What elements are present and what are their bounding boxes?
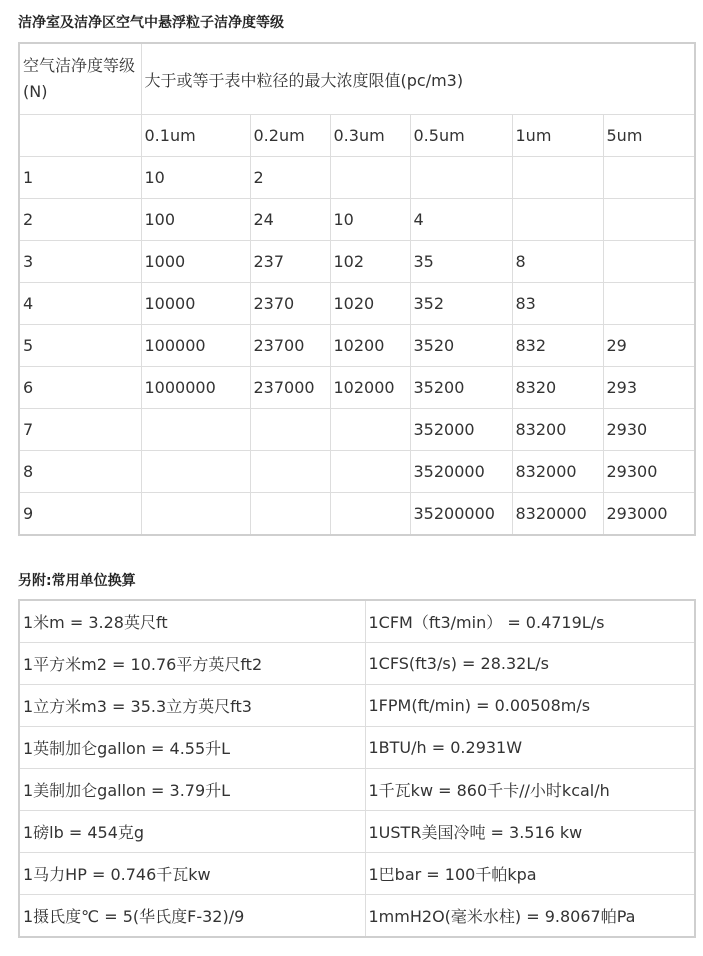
particle-size-cell: 5um bbox=[603, 115, 695, 157]
conversion-row bbox=[19, 895, 695, 938]
conversion-cell: 1巴bar = 100千帕kpa bbox=[365, 853, 695, 895]
value-cell: 1000000 bbox=[141, 367, 250, 409]
class-cell: 8 bbox=[19, 451, 141, 493]
conversion-row bbox=[19, 811, 695, 853]
conversion-cell: 1摄氏度℃ = 5(华氏度F-32)/9 bbox=[19, 895, 365, 938]
cleanroom-section-heading: 洁净室及洁净区空气中悬浮粒子洁净度等级 bbox=[18, 15, 284, 31]
value-cell: 8320000 bbox=[512, 493, 603, 536]
value-cell: 2930 bbox=[603, 409, 695, 451]
value-cell: 293 bbox=[603, 367, 695, 409]
conversion-row bbox=[19, 727, 695, 769]
value-cell bbox=[603, 199, 695, 241]
value-cell: 2370 bbox=[250, 283, 330, 325]
conversion-row bbox=[19, 685, 695, 727]
value-cell bbox=[141, 451, 250, 493]
value-cell: 10200 bbox=[330, 325, 410, 367]
particle-size-cell: 0.1um bbox=[141, 115, 250, 157]
conversion-cell: 1美制加仑gallon = 3.79升L bbox=[19, 769, 365, 811]
class-cell: 3 bbox=[19, 241, 141, 283]
value-cell bbox=[250, 409, 330, 451]
value-cell bbox=[330, 157, 410, 199]
concentration-limit-header: 大于或等于表中粒径的最大浓度限值(pc/m3) bbox=[141, 43, 695, 115]
value-cell: 8320 bbox=[512, 367, 603, 409]
value-cell: 10000 bbox=[141, 283, 250, 325]
value-cell bbox=[141, 493, 250, 536]
class-cell: 7 bbox=[19, 409, 141, 451]
cleanliness-class-table bbox=[18, 42, 696, 536]
conversion-cell: 1平方米m2 = 10.76平方英尺ft2 bbox=[19, 643, 365, 685]
value-cell: 24 bbox=[250, 199, 330, 241]
conversion-cell: 1米m = 3.28英尺ft bbox=[19, 600, 365, 643]
value-cell: 2 bbox=[250, 157, 330, 199]
table-row bbox=[19, 367, 695, 409]
value-cell bbox=[250, 493, 330, 536]
value-cell: 1000 bbox=[141, 241, 250, 283]
value-cell bbox=[410, 157, 512, 199]
table-row bbox=[19, 451, 695, 493]
table-row bbox=[19, 409, 695, 451]
value-cell: 237 bbox=[250, 241, 330, 283]
conversion-cell: 1mmH2O(毫米水柱) = 9.8067帕Pa bbox=[365, 895, 695, 938]
value-cell: 102 bbox=[330, 241, 410, 283]
conversion-row bbox=[19, 853, 695, 895]
value-cell: 3520 bbox=[410, 325, 512, 367]
conversion-cell: 1立方米m3 = 35.3立方英尺ft3 bbox=[19, 685, 365, 727]
value-cell bbox=[603, 241, 695, 283]
value-cell: 10 bbox=[141, 157, 250, 199]
conversion-cell: 1磅lb = 454克g bbox=[19, 811, 365, 853]
empty-corner-cell bbox=[19, 115, 141, 157]
table-header-row bbox=[19, 43, 695, 115]
conversion-cell: 1CFM（ft3/min） = 0.4719L/s bbox=[365, 600, 695, 643]
class-cell: 2 bbox=[19, 199, 141, 241]
value-cell: 832 bbox=[512, 325, 603, 367]
value-cell: 35 bbox=[410, 241, 512, 283]
value-cell: 35200000 bbox=[410, 493, 512, 536]
value-cell bbox=[141, 409, 250, 451]
value-cell: 100 bbox=[141, 199, 250, 241]
conversion-cell: 1USTR美国冷吨 = 3.516 kw bbox=[365, 811, 695, 853]
value-cell: 23700 bbox=[250, 325, 330, 367]
value-cell: 1020 bbox=[330, 283, 410, 325]
value-cell: 35200 bbox=[410, 367, 512, 409]
conversion-cell: 1FPM(ft/min) = 0.00508m/s bbox=[365, 685, 695, 727]
value-cell: 352 bbox=[410, 283, 512, 325]
particle-size-cell: 0.2um bbox=[250, 115, 330, 157]
value-cell: 832000 bbox=[512, 451, 603, 493]
value-cell bbox=[330, 493, 410, 536]
unit-conversion-table bbox=[18, 599, 696, 938]
table-row bbox=[19, 493, 695, 536]
class-column-header: 空气洁净度等级(N) bbox=[19, 43, 141, 115]
table-row bbox=[19, 199, 695, 241]
value-cell bbox=[512, 199, 603, 241]
value-cell: 8 bbox=[512, 241, 603, 283]
value-cell bbox=[512, 157, 603, 199]
conversion-cell: 1英制加仑gallon = 4.55升L bbox=[19, 727, 365, 769]
value-cell bbox=[330, 409, 410, 451]
value-cell: 102000 bbox=[330, 367, 410, 409]
value-cell: 10 bbox=[330, 199, 410, 241]
table-row bbox=[19, 241, 695, 283]
conversion-row bbox=[19, 600, 695, 643]
particle-size-cell: 0.5um bbox=[410, 115, 512, 157]
table-row bbox=[19, 157, 695, 199]
unit-conversion-heading: 另附:常用单位换算 bbox=[18, 573, 136, 589]
value-cell: 29 bbox=[603, 325, 695, 367]
conversion-cell: 1千瓦kw = 860千卡//小时kcal/h bbox=[365, 769, 695, 811]
particle-size-cell: 0.3um bbox=[330, 115, 410, 157]
value-cell: 293000 bbox=[603, 493, 695, 536]
value-cell bbox=[250, 451, 330, 493]
value-cell: 83200 bbox=[512, 409, 603, 451]
conversion-cell: 1马力HP = 0.746千瓦kw bbox=[19, 853, 365, 895]
particle-size-row bbox=[19, 115, 695, 157]
value-cell: 29300 bbox=[603, 451, 695, 493]
class-cell: 1 bbox=[19, 157, 141, 199]
class-cell: 5 bbox=[19, 325, 141, 367]
class-cell: 4 bbox=[19, 283, 141, 325]
value-cell bbox=[603, 157, 695, 199]
conversion-cell: 1CFS(ft3/s) = 28.32L/s bbox=[365, 643, 695, 685]
value-cell: 83 bbox=[512, 283, 603, 325]
value-cell bbox=[330, 451, 410, 493]
table-row bbox=[19, 325, 695, 367]
value-cell: 100000 bbox=[141, 325, 250, 367]
value-cell: 4 bbox=[410, 199, 512, 241]
value-cell: 237000 bbox=[250, 367, 330, 409]
conversion-row bbox=[19, 643, 695, 685]
value-cell: 352000 bbox=[410, 409, 512, 451]
class-cell: 9 bbox=[19, 493, 141, 536]
conversion-cell: 1BTU/h = 0.2931W bbox=[365, 727, 695, 769]
table-row bbox=[19, 283, 695, 325]
value-cell bbox=[603, 283, 695, 325]
conversion-row bbox=[19, 769, 695, 811]
class-cell: 6 bbox=[19, 367, 141, 409]
value-cell: 3520000 bbox=[410, 451, 512, 493]
particle-size-cell: 1um bbox=[512, 115, 603, 157]
